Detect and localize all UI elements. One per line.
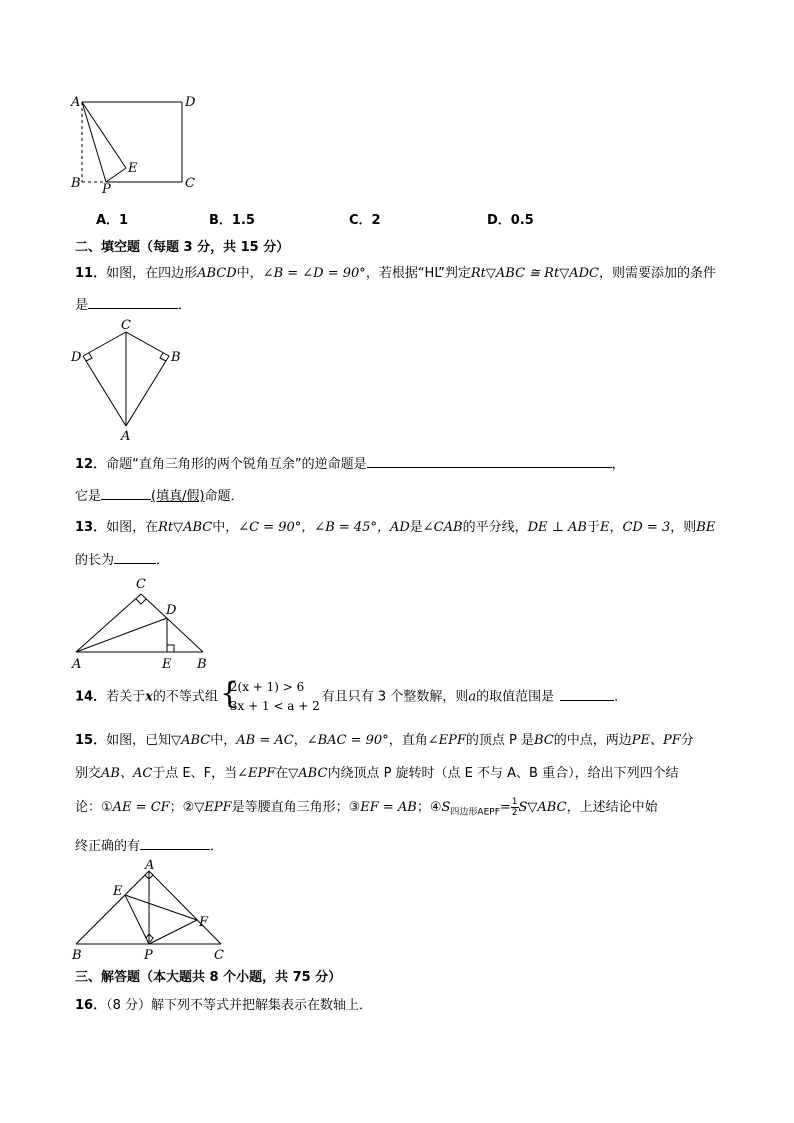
q15-text: 论：① bbox=[75, 800, 113, 815]
q15-math: AB、AC bbox=[101, 766, 153, 781]
label-D: D bbox=[185, 95, 196, 110]
q11-text-d: ，则需要添加的条件 bbox=[598, 266, 716, 281]
label-A: A bbox=[145, 858, 155, 873]
area-symbol: S bbox=[441, 800, 451, 815]
question-13-line2 bbox=[75, 549, 169, 568]
q15-text: ． bbox=[210, 839, 224, 854]
q15-math: ∠BAC = 90° bbox=[306, 733, 389, 748]
q11-number: 11． bbox=[75, 266, 107, 281]
q13-t7: ，则 bbox=[670, 520, 697, 535]
q15-text: 是等腰直角三角形；③ bbox=[231, 800, 361, 815]
q14-number: 14． bbox=[75, 689, 107, 705]
q14-t1: 若关于 bbox=[106, 689, 146, 705]
inequality-2: 3x + 1 < a + 2 bbox=[229, 699, 320, 713]
question-16 bbox=[75, 994, 372, 1013]
q12-line2-b: (填真/假) bbox=[151, 489, 205, 504]
q14-answer-blank[interactable] bbox=[560, 686, 614, 701]
q11-text-a: 如图，在四边形 bbox=[106, 266, 198, 281]
section-3-heading: 三、解答题（本大题共 8 个小题，共 75 分） bbox=[75, 970, 342, 985]
q16-text: （8 分）解下列不等式并把解集表示在数轴上． bbox=[106, 998, 372, 1013]
q13-t2: 中， bbox=[212, 520, 239, 535]
q15-text: 在 bbox=[275, 766, 289, 781]
figure-q15 bbox=[68, 858, 228, 964]
q14-a: a bbox=[468, 689, 477, 705]
q15-math: ∠EPF bbox=[237, 766, 276, 781]
label-C: C bbox=[185, 176, 195, 191]
q11-line2-a: 是 bbox=[75, 298, 89, 313]
brace: { bbox=[219, 676, 239, 711]
option-b: B．1.5 bbox=[209, 213, 255, 228]
q15-math: BC bbox=[533, 733, 554, 748]
q15-text: ，上述结论中始 bbox=[566, 800, 658, 815]
q13-t3: 是 bbox=[409, 520, 423, 535]
right-angle-E bbox=[167, 645, 174, 652]
edge-AD bbox=[76, 618, 167, 652]
question-12-line2 bbox=[75, 485, 244, 504]
q15-number: 15． bbox=[75, 733, 107, 748]
q15-text: ；④ bbox=[416, 800, 442, 815]
figure-q10 bbox=[66, 92, 206, 194]
q14-x: x bbox=[145, 689, 153, 705]
q15-text: ， bbox=[293, 733, 307, 748]
q15-math: ▽EPF bbox=[194, 800, 232, 815]
question-15-line1 bbox=[75, 729, 694, 748]
question-15-line4 bbox=[75, 835, 223, 854]
label-C: C bbox=[121, 318, 131, 333]
question-12 bbox=[75, 453, 625, 472]
inequality-system bbox=[220, 678, 320, 716]
q13-line2-a: 的长为 bbox=[75, 553, 115, 568]
label-E: E bbox=[128, 161, 138, 176]
label-P: P bbox=[102, 182, 111, 194]
fraction-half bbox=[511, 797, 519, 818]
q15-math: AB = AC bbox=[236, 733, 294, 748]
q15-text: 如图，已知 bbox=[106, 733, 172, 748]
question-15-line2 bbox=[75, 762, 679, 781]
edge-BA bbox=[126, 356, 169, 426]
label-E: E bbox=[162, 657, 172, 672]
fraction-numerator: 1 bbox=[511, 797, 518, 807]
q15-text: 的顶点 P 是 bbox=[465, 733, 534, 748]
q15-text: 别交 bbox=[75, 766, 102, 781]
q13-m1: Rt▽ABC bbox=[158, 520, 213, 535]
q12-line2-c: 命题． bbox=[204, 489, 244, 504]
label-C: C bbox=[214, 948, 224, 963]
question-14 bbox=[75, 678, 627, 716]
label-B: B bbox=[72, 948, 82, 963]
q11-answer-blank[interactable] bbox=[88, 294, 178, 309]
q15-math: ▽ABC bbox=[171, 733, 211, 748]
q13-m5: E bbox=[599, 520, 610, 535]
label-B: B bbox=[71, 176, 81, 191]
option-c: C．2 bbox=[349, 213, 381, 228]
q14-t3: 有且只有 3 个整数解，则 bbox=[321, 689, 469, 705]
label-F: F bbox=[199, 915, 209, 930]
q12-comma: ， bbox=[611, 457, 625, 472]
q14-t5: ． bbox=[614, 689, 628, 705]
question-11-line2 bbox=[75, 294, 191, 313]
q13-m3: ∠CAB bbox=[422, 520, 463, 535]
question-13 bbox=[75, 516, 715, 535]
edge-AE bbox=[82, 102, 126, 168]
q12-text: 命题“直角三角形的两个锐角互余”的逆命题是 bbox=[106, 457, 367, 472]
label-B: B bbox=[197, 657, 207, 672]
q15-math: ▽ABC bbox=[288, 766, 328, 781]
q15-text: ，直角 bbox=[388, 733, 428, 748]
q12-number: 12． bbox=[75, 457, 107, 472]
edge-AP bbox=[82, 102, 106, 182]
q13-answer-blank[interactable] bbox=[114, 549, 156, 564]
q14-t2: 的不等式组 bbox=[152, 689, 218, 705]
q15-text: 于点 E、F，当 bbox=[152, 766, 238, 781]
q16-number: 16． bbox=[75, 998, 107, 1013]
edge-CB bbox=[126, 332, 169, 356]
label-C: C bbox=[136, 577, 146, 592]
edge-DA bbox=[83, 356, 126, 426]
q11-angles: ∠B = ∠D = 90° bbox=[262, 266, 366, 281]
label-A: A bbox=[71, 95, 81, 110]
q15-math: EF = AB bbox=[360, 800, 417, 815]
label-A: A bbox=[72, 657, 82, 672]
q15-answer-blank[interactable] bbox=[140, 835, 210, 850]
q11-line2-b: ． bbox=[178, 298, 192, 313]
q15-text: 中， bbox=[210, 733, 237, 748]
q15-text: 终正确的有 bbox=[75, 839, 141, 854]
label-D: D bbox=[71, 350, 82, 365]
option-a: A．1 bbox=[96, 213, 129, 228]
q13-t1: 如图，在 bbox=[106, 520, 159, 535]
q12-true-false-blank[interactable] bbox=[101, 485, 151, 500]
equals: = bbox=[499, 800, 511, 815]
edge-AB bbox=[76, 871, 149, 944]
q11-text-c: ，若根据“HL”判定 bbox=[365, 266, 471, 281]
q13-number: 13． bbox=[75, 520, 107, 535]
label-A: A bbox=[121, 429, 131, 444]
label-B: B bbox=[171, 350, 181, 365]
q13-m7: BE bbox=[696, 520, 716, 535]
fraction-denominator: 2 bbox=[511, 808, 518, 818]
inequality-1: 2(x + 1) > 6 bbox=[229, 680, 305, 694]
q11-text-b: 中， bbox=[236, 266, 263, 281]
q13-t4: 的平分线， bbox=[462, 520, 528, 535]
q15-math: S▽ABC bbox=[518, 800, 567, 815]
option-d: D．0.5 bbox=[487, 213, 534, 228]
q15-math: PE、PF bbox=[631, 733, 681, 748]
edge-PF bbox=[149, 920, 197, 944]
q15-text: 的中点，两边 bbox=[553, 733, 632, 748]
q13-t6: ， bbox=[609, 520, 623, 535]
q15-text: ；② bbox=[169, 800, 195, 815]
q15-math: AE = CF bbox=[112, 800, 170, 815]
section-2-heading: 二、填空题（每题 3 分，共 15 分） bbox=[75, 240, 290, 255]
edge-CD bbox=[83, 332, 126, 356]
q11-congruence: Rt▽ABC ≅ Rt▽ADC bbox=[470, 266, 599, 281]
edge-PE bbox=[106, 168, 126, 182]
label-P: P bbox=[144, 948, 153, 963]
q13-m6: CD = 3 bbox=[622, 520, 671, 535]
q12-answer-blank[interactable] bbox=[367, 453, 612, 468]
q15-text: 分 bbox=[680, 733, 694, 748]
q13-line2-b: ． bbox=[156, 553, 170, 568]
q15-text: 内绕顶点 P 旋转时（点 E 不与 A、B 重合），给出下列四个结 bbox=[327, 766, 679, 781]
question-15-line3 bbox=[75, 796, 658, 818]
q11-abcd: ABCD bbox=[197, 266, 237, 281]
q13-m4: DE ⊥ AB bbox=[527, 520, 587, 535]
area-subscript: 四边形AEPF bbox=[450, 807, 500, 818]
q15-math: ∠EPF bbox=[427, 733, 466, 748]
q14-t4: 的取值范围是 bbox=[476, 689, 555, 705]
right-angle-C bbox=[136, 599, 146, 604]
figure-q13 bbox=[68, 574, 218, 672]
q12-line2-a: 它是 bbox=[75, 489, 102, 504]
label-E: E bbox=[113, 884, 123, 899]
label-D: D bbox=[166, 603, 177, 618]
figure-q11 bbox=[66, 316, 190, 446]
q13-t5: 于 bbox=[586, 520, 600, 535]
question-11 bbox=[75, 262, 716, 281]
edge-AC bbox=[76, 594, 141, 652]
q13-m2: ∠C = 90°，∠B = 45°，AD bbox=[238, 520, 410, 535]
